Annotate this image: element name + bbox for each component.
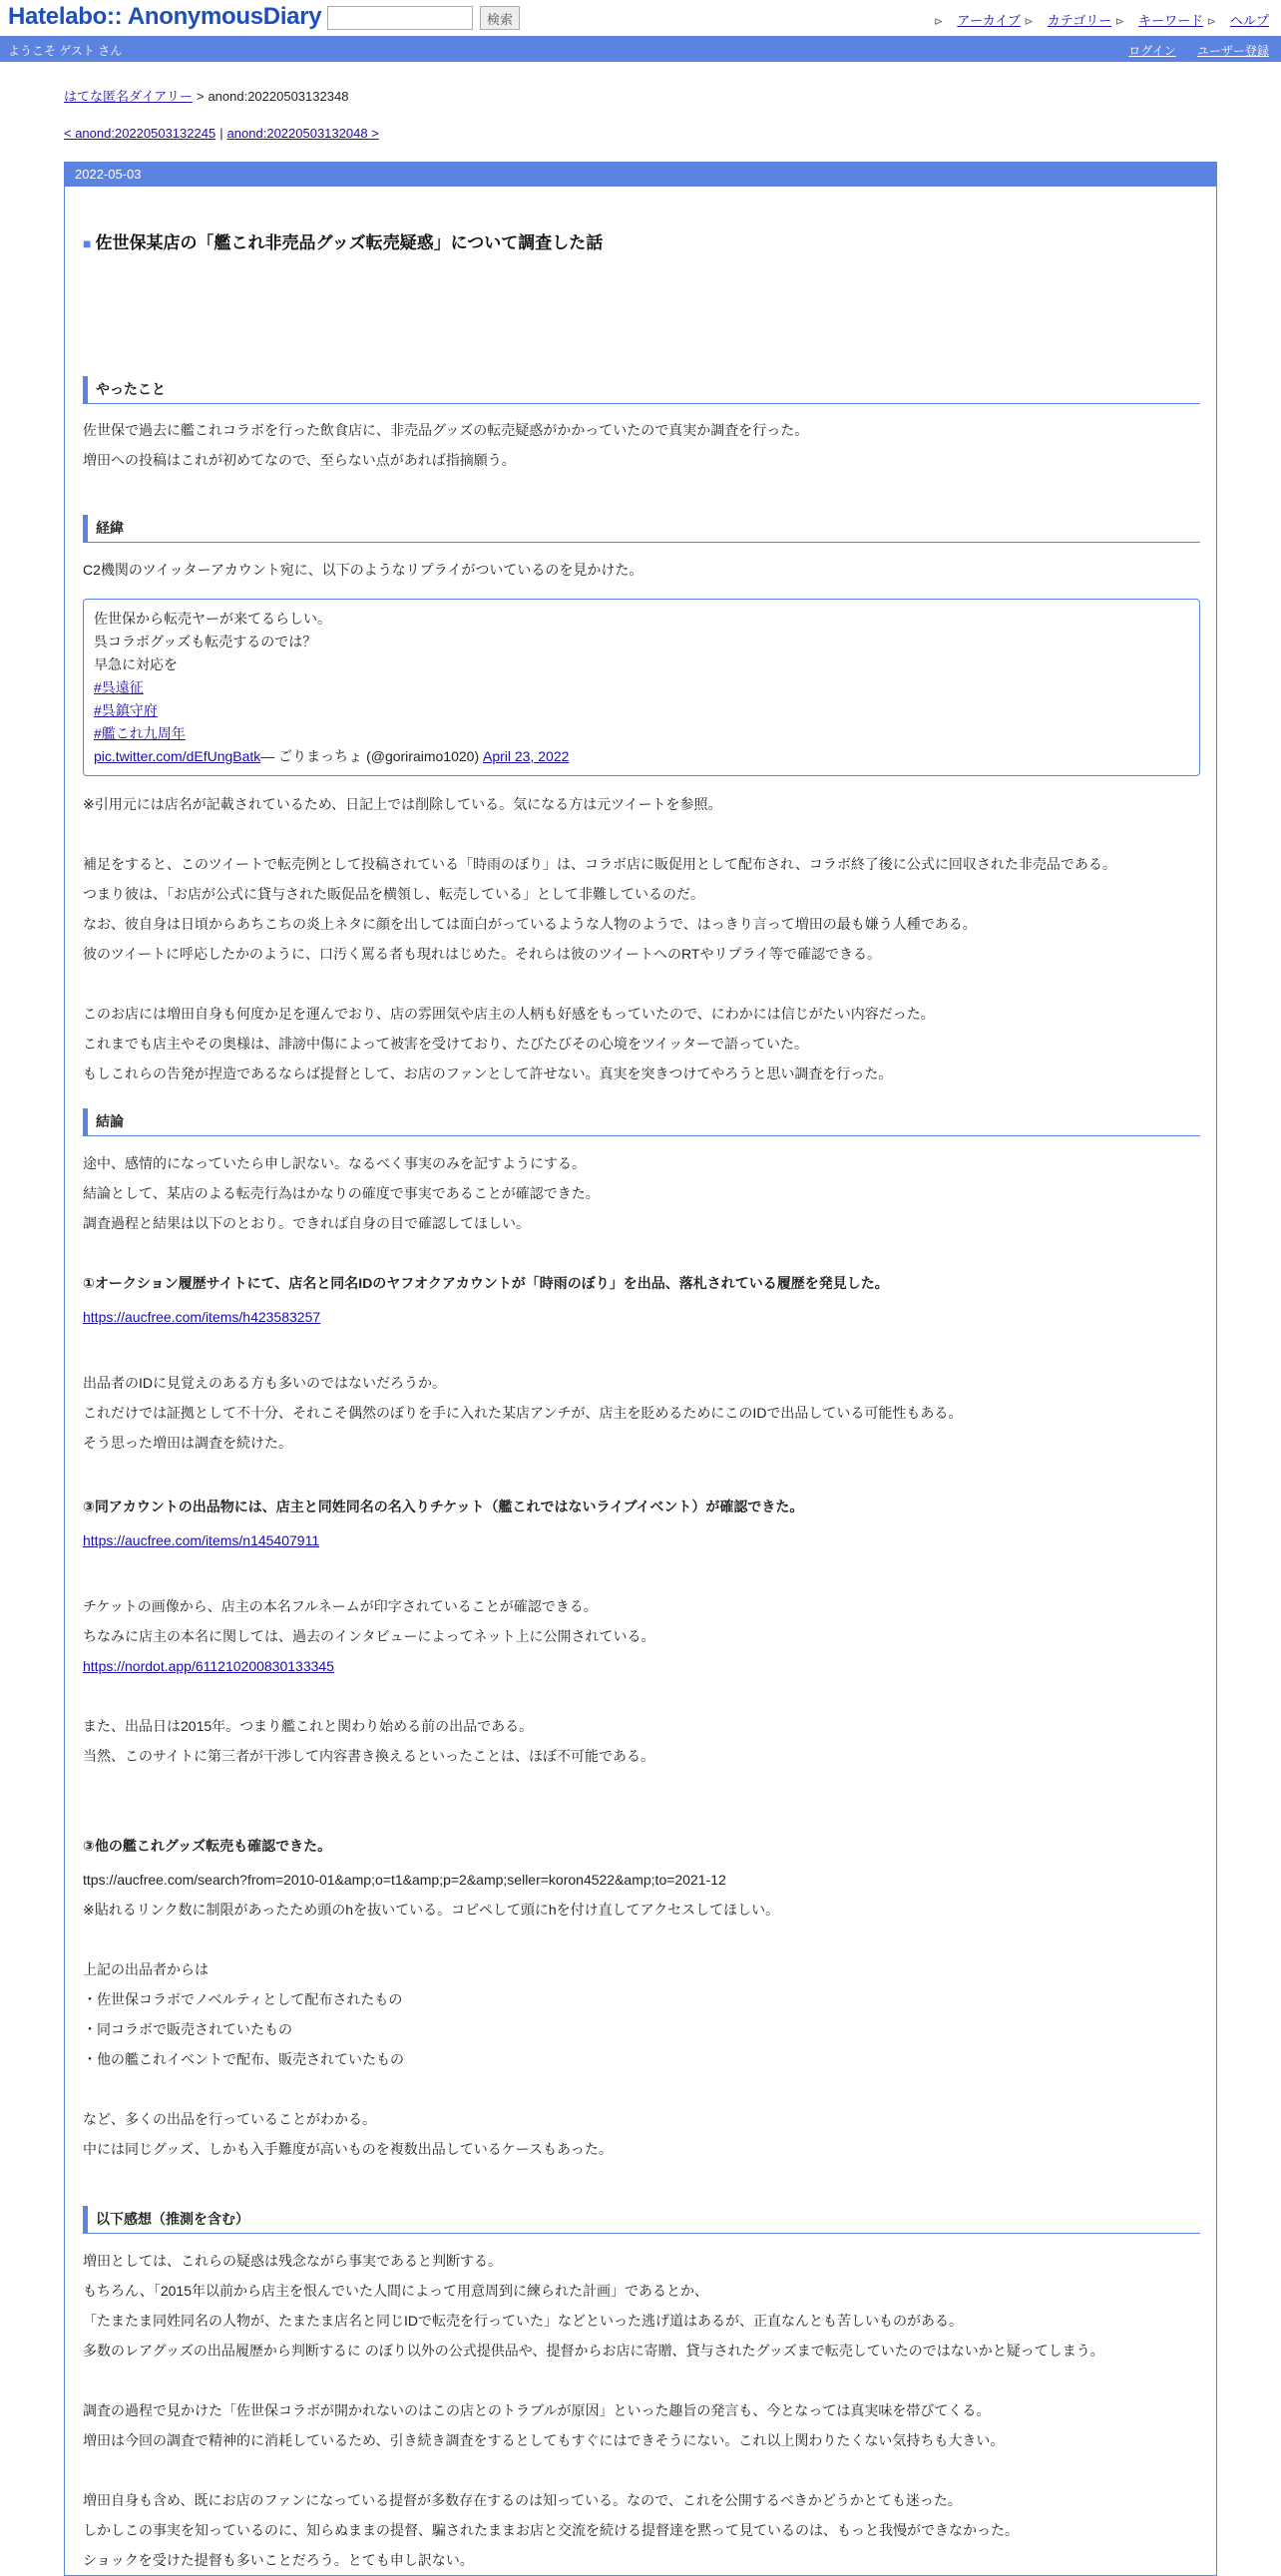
- nav-keyword-link[interactable]: キーワード: [1138, 13, 1204, 28]
- prev-entry-link[interactable]: < anond:20220503132245: [64, 126, 216, 141]
- text-line: もしこれらの告発が捏造であるならば提督として、お店のファンとして許せない。真実を突きつけてやろうと思い調査を行った。: [83, 1066, 893, 1081]
- tweet-date-link[interactable]: April 23, 2022: [483, 748, 570, 764]
- text-line: このお店には増田自身も何度か足を運んでおり、店の雰囲気や店主の人柄も好感をもっていたので、にわかには信じがたい内容だった。: [83, 1006, 935, 1022]
- pager-separator: |: [219, 126, 223, 141]
- list-item: ・同コラボで販売されていたもの: [83, 2021, 292, 2037]
- paragraph: [83, 2104, 613, 2164]
- text-line: など、多くの出品を行っていることがわかる。: [83, 2111, 376, 2127]
- top-nav: [934, 10, 1269, 29]
- paragraph: [83, 1148, 600, 1238]
- paragraph: [83, 415, 808, 475]
- text-line: 佐世保で過去に艦これコラボを行った飲食店に、非売品グッズの転売疑惑がかかっていたので真実か調査を行った。: [83, 422, 809, 438]
- entry-card: [64, 162, 1217, 2576]
- aucfree-link[interactable]: https://aucfree.com/items/n145407911: [83, 1532, 320, 1548]
- title-square-icon[interactable]: ■: [83, 235, 92, 251]
- text-line: つまり彼は、「お店が公式に貸与された販促品を横領し、転売している」として非難しているのだ。: [83, 886, 704, 902]
- text-line: ショックを受けた提督も多いことだろう。とても申し訳ない。: [83, 2552, 474, 2568]
- arrow-icon: ⊳: [1024, 16, 1034, 28]
- paragraph: [83, 1711, 654, 1771]
- text-line: 補足をすると、このツイートで転売例として投稿されている「時雨のぼり」は、コラボ店に販促用として配布され、コラボ終了後に公式に回収された非売品である。: [83, 856, 1116, 872]
- register-link[interactable]: ユーザー登録: [1196, 44, 1269, 58]
- hashtag-link[interactable]: #艦これ九周年: [94, 725, 186, 741]
- text-line: 増田は今回の調査で精神的に消耗しているため、引き続き調査をするとしてもすぐにはできそうにない。これ以上関わりたくない気持ちも大きい。: [83, 2432, 1005, 2448]
- text-line: しかしこの事実を知っているのに、知らぬままの提督、騙されたままお店と交流を続ける提督達を黙って見ているのは、もっと我慢ができなかった。: [83, 2522, 1019, 2538]
- list-item: ・他の艦これイベントで配布、販売されていたもの: [83, 2051, 404, 2067]
- entry-title: [83, 228, 603, 253]
- breadcrumb-separator: >: [196, 89, 205, 104]
- text-line: これだけでは証拠として不十分、それこそ偶然のぼりを手に入れた某店アンチが、店主を貶めるためにこのIDで出品している可能性もある。: [83, 1405, 963, 1421]
- text-line: 増田自身も含め、既にお店のファンになっている提督が多数存在するのは知っている。なので、これを公開するべきかどうかとても迷った。: [83, 2492, 962, 2508]
- search-input[interactable]: [327, 6, 473, 30]
- login-link[interactable]: ログイン: [1128, 44, 1176, 58]
- finding-heading: ①オークション履歴サイトにて、店名と同名IDのヤフオクアカウントが「時雨のぼり」を出品、落札されている履歴を発見した。: [83, 1275, 889, 1291]
- paragraph: [83, 999, 935, 1088]
- paragraph: [83, 1368, 962, 1458]
- breadcrumb-root-link[interactable]: はてな匿名ダイアリー: [64, 89, 193, 104]
- list-item: ・佐世保コラボでノベルティとして配布されたもの: [83, 1991, 403, 2007]
- entry-date: 2022-05-03: [65, 163, 1216, 187]
- text-line: 調査過程と結果は以下のとおり。できれば自身の目で確認してほしい。: [83, 1215, 530, 1231]
- text-line: 出品者のIDに見覚えのある方も多いのではないだろうか。: [83, 1375, 446, 1391]
- hashtag-link[interactable]: #呉鎮守府: [94, 702, 158, 718]
- text-line: これまでも店主やその奥様は、誹謗中傷によって被害を受けており、たびたびその心境をツイッターで語っていた。: [83, 1036, 809, 1052]
- section-heading-conclusion: 結論: [83, 1108, 1200, 1136]
- text-line: 増田への投稿はこれが初めてなので、至らない点があれば指摘願う。: [83, 452, 516, 468]
- text-line: そう思った増田は調査を続けた。: [83, 1435, 292, 1451]
- user-links: [1110, 42, 1269, 59]
- site-logo[interactable]: Hatelabo:: AnonymousDiary: [8, 3, 322, 30]
- breadcrumb: [64, 86, 348, 105]
- nav-archive-link[interactable]: アーカイブ: [957, 13, 1021, 28]
- arrow-icon: ⊳: [1114, 16, 1125, 28]
- paragraph: [83, 849, 1116, 969]
- text-line: 彼のツイートに呼応したかのように、口汚く罵る者も現れはじめた。それらは彼のツイートへのRTやリプライ等で確認できる。: [83, 946, 882, 962]
- paragraph: [83, 1954, 404, 2074]
- tweet-line: 呉コラボグッズも転売するのでは？: [94, 634, 317, 649]
- text-line: チケットの画像から、店主の本名フルネームが印字されていることが確認できる。: [83, 1598, 598, 1614]
- aucfree-link[interactable]: https://aucfree.com/items/h423583257: [83, 1309, 321, 1325]
- tweet-pic-link[interactable]: pic.twitter.com/dEfUngBatk: [94, 748, 261, 764]
- entry-title-text: 佐世保某店の「艦これ非売品グッズ転売疑惑」について調査した話: [95, 233, 604, 252]
- arrow-icon: ⊳: [1206, 16, 1216, 28]
- text-line: 途中、感情的になっていたら申し訳ない。なるべく事実のみを記すようにする。: [83, 1155, 586, 1171]
- text-line: ちなみに店主の本名に関しては、過去のインタビューによってネット上に公開されている。: [83, 1628, 655, 1644]
- text-line: ttps://aucfree.com/search?from=2010-01&amp;o=t1&amp;p=2&amp;seller=koron4522&amp;to=2021-12: [83, 1872, 726, 1888]
- paragraph: [83, 1865, 779, 1925]
- text-line: ※貼れるリンク数に制限があったため頭のhを抜いている。コピペして頭にhを付け直してアクセスしてほしい。: [83, 1902, 780, 1918]
- top-header: [0, 0, 1281, 36]
- paragraph: ※引用元には店名が記載されているため、日記上では削除している。気になる方は元ツイートを参照。: [83, 796, 722, 812]
- arrow-icon: ⊳: [934, 16, 944, 28]
- nav-category-link[interactable]: カテゴリー: [1047, 13, 1112, 28]
- section-heading-doing: やったこと: [83, 376, 1200, 404]
- next-entry-link[interactable]: anond:20220503132048 >: [226, 126, 379, 141]
- text-line: 結論として、某店のよる転売行為はかなりの確度で事実であることが確認できた。: [83, 1185, 600, 1201]
- finding-heading: ③同アカウントの出品物には、店主と同姓同名の名入りチケット（艦これではないライブイベント）が確認できた。: [83, 1499, 804, 1514]
- nordot-link[interactable]: https://nordot.app/611210200830133345: [83, 1658, 334, 1674]
- text-line: もちろん、「2015年以前から店主を恨んでいた人間によって用意周到に練られた計画」であるとか、: [83, 2283, 708, 2299]
- nav-help-link[interactable]: ヘルプ: [1229, 13, 1269, 28]
- text-line: また、出品日は2015年。つまり艦これと関わり始める前の出品である。: [83, 1718, 534, 1734]
- section-heading-thoughts: 以下感想（推測を含む）: [83, 2206, 1200, 2234]
- section-heading-background: 経緯: [83, 515, 1200, 543]
- finding-heading: ③他の艦これグッズ転売も確認できた。: [83, 1838, 332, 1854]
- text-line: 「たまたま同姓同名の人物が、たまたま店名と同じIDで転売を行っていた」などといった逃げ道はあるが、正直なんとも苦しいものがある。: [83, 2313, 963, 2329]
- paragraph: [83, 2395, 1004, 2455]
- welcome-text: ようこそ ゲスト さん: [8, 44, 123, 58]
- tweet-line: 早急に対応を: [94, 656, 178, 672]
- tweet-line: 佐世保から転売ヤーが来てるらしい。: [94, 611, 331, 627]
- text-line: 増田としては、これらの疑惑は残念ながら事実であると判断する。: [83, 2253, 502, 2269]
- hashtag-link[interactable]: #呉遠征: [94, 679, 144, 695]
- paragraph: [83, 2246, 1104, 2365]
- text-line: 調査の過程で見かけた「佐世保コラボが開かれないのはこの店とのトラブルが原因」といった趣旨の発言も、今となっては真実味を帯びてくる。: [83, 2402, 991, 2418]
- text-line: 中には同じグッズ、しかも入手難度が高いものを複数出品しているケースもあった。: [83, 2141, 613, 2157]
- paragraph: [83, 1525, 319, 1555]
- paragraph: [83, 1302, 320, 1332]
- user-bar: [0, 36, 1281, 62]
- search-button[interactable]: 検索: [480, 6, 520, 30]
- breadcrumb-current: anond:20220503132348: [208, 89, 349, 104]
- text-line: 多数のレアグッズの出品履歴から判断するに のぼり以外の公式提供品や、提督からお店に寄贈、貸与されたグッズまで転売していたのではないかと疑ってしまう。: [83, 2343, 1104, 2359]
- tweet-author: — ごりまっちょ (@goriraimo1020): [260, 748, 480, 764]
- embedded-tweet: [83, 599, 1200, 776]
- text-line: なお、彼自身は日頃からあちこちの炎上ネタに顔を出しては面白がっているような人物のようで、はっきり言って増田の最も嫌う人種である。: [83, 916, 977, 932]
- paragraph: [83, 1591, 654, 1681]
- text-line: 上記の出品者からは: [83, 1961, 209, 1977]
- entry-pager: [64, 126, 379, 141]
- paragraph: C2機関のツイッターアカウント宛に、以下のようなリプライがついているのを見かけた。: [83, 562, 643, 578]
- text-line: 当然、このサイトに第三者が干渉して内容書き換えるといったことは、ほぼ不可能である。: [83, 1748, 655, 1764]
